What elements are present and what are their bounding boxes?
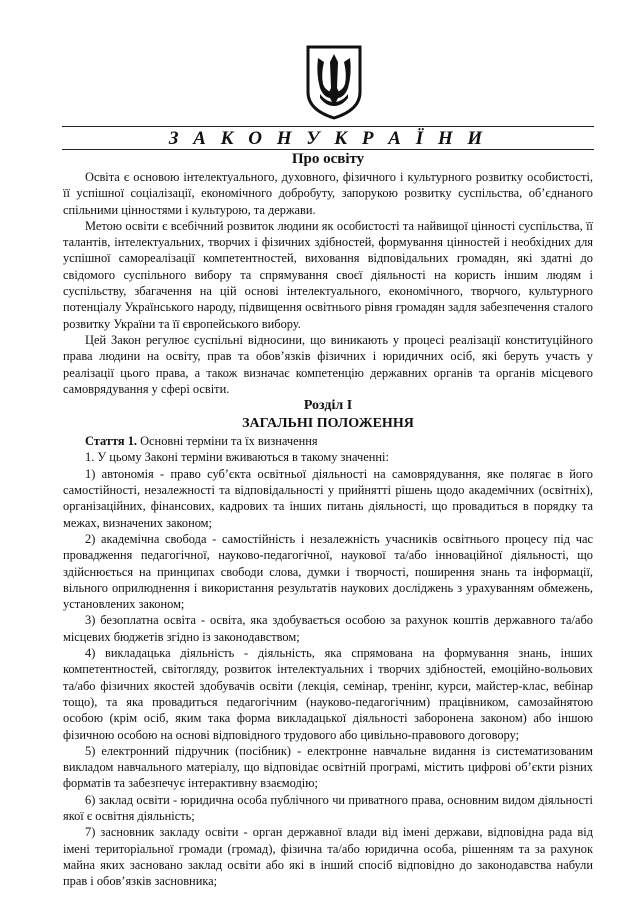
law-title: З А К О Н У К Р А Ї Н И: [62, 126, 594, 150]
section-title: ЗАГАЛЬНІ ПОЛОЖЕННЯ: [242, 416, 414, 432]
section-number: Розділ I: [303, 398, 353, 414]
term-definition: 7) засновник закладу освіти - орган державної влади від імені держави, відповідна рада від імені територіальної громади (громад), фізична та/або юридична особа, рішенням та за рахунок майна яких засновано заклад освіти або які в інший спосіб відповідно до законодавства набули прав і обов’язків засновника;: [63, 825, 593, 889]
article-heading: [63, 433, 593, 449]
term-definition: 3) безоплатна освіта - освіта, яка здобувається особою за рахунок коштів державного та/або місцевих бюджетів згідно із законодавством;: [63, 613, 593, 644]
term-definition: 6) заклад освіти - юридична особа публічного чи приватного права, основним видом діяльності якої є освітня діяльність;: [63, 792, 593, 823]
term-definition: 4) викладацька діяльність - діяльність, яка спрямована на формування знань, інших компетентностей, світогляду, розвиток інтелектуальних і творчих здібностей, емоційно-вольових та/або фізичних якостей здобувачів освіти (лекція, семінар, тренінг, курси, майстер-клас, вебінар тощо), та яка провадиться педагогічним (науково-педагогічним) працівником, самозайнятою особою (крім осіб, яким така форма викладацької діяльності заборонена законом) або іншою фізичною особою на основі відповідного трудового або цивільно-правового договору;: [63, 646, 593, 742]
coat-of-arms-trident-icon: [304, 44, 364, 120]
preamble-paragraph: Освіта є основою інтелектуального, духовного, фізичного і культурного розвитку особистості, її успішної соціалізації, економічного добробуту, запорукою розвитку суспільства, об’єднаного спільними цінностями і культурою, та держави.: [63, 170, 593, 217]
term-definition: 1) автономія - право суб’єкта освітньої діяльності на самоврядування, яке полягає в його самостійності, незалежності та відповідальності у прийнятті рішень щодо академічних (освітніх), організаційних, фінансових, кадрових та інших питань діяльності, що провадиться в порядку та межах, визначених законом;: [63, 466, 593, 530]
term-definition: 2) академічна свобода - самостійність і незалежність учасників освітнього процесу під час провадження педагогічної, науково-педагогічної, наукової та/або інноваційної діяльності, що здійснюється на принципах свободи слова, думки і творчості, поширення знань та інформації, вільного оприлюднення і використання результатів наукових досліджень з урахуванням обмежень, установлених законом;: [63, 531, 593, 612]
article-title: Основні терміни та їх визначення: [137, 434, 318, 449]
term-definition: 5) електронний підручник (посібник) - електронне навчальне видання із систематизованим викладом навчального матеріалу, що відповідає освітній програмі, містить цифрові об’єкти різних форматів та забезпечує інтерактивну взаємодію;: [63, 743, 593, 791]
article-label: Стаття 1.: [85, 434, 138, 449]
article-paragraph: 1. У цьому Законі терміни вживаються в такому значенні:: [85, 450, 389, 465]
law-subject: Про освіту: [291, 151, 365, 167]
preamble-paragraph: Цей Закон регулює суспільні відносини, що виникають у процесі реалізації конституційного права людини на освіту, прав та обов’язків фізичних і юридичних осіб, які беруть участь у реалізації цього права, а також визначає компетенцію державних органів та органів місцевого самоврядування у сфері освіти.: [63, 332, 593, 396]
document-body: [63, 150, 593, 889]
preamble-paragraph: Метою освіти є всебічний розвиток людини як особистості та найвищої цінності суспільства, її талантів, інтелектуальних, творчих і фізичних здібностей, формування цінностей і необхідних для успішної самореалізації компетентностей, виховання відповідальних громадян, які здатні до свідомого суспільного вибору та спрямування своєї діяльності на користь іншим людям і суспільству, збагачення на цій основі інтелектуального, економічного, творчого, культурного потенціалу Українського народу, підвищення освітнього рівня громадян задля забезпечення сталого розвитку України та її європейського вибору.: [63, 218, 593, 331]
